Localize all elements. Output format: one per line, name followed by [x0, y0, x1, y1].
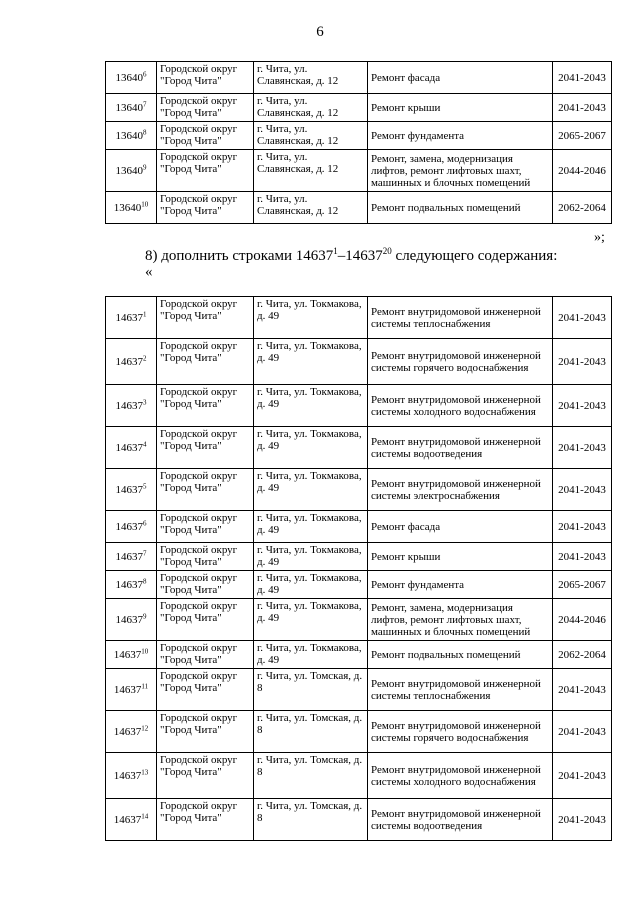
row-number: 13640 — [115, 164, 143, 177]
row-number: 14637 — [115, 355, 143, 368]
work-type-cell: Ремонт внутридомовой инженерной системы электроснабжения — [368, 469, 553, 511]
row-number: 14637 — [113, 683, 142, 696]
address-cell: г. Чита, ул. Томская, д. 8 — [254, 799, 368, 841]
table-row — [106, 571, 612, 599]
address-cell: г. Чита, ул. Славянская, д. 12 — [254, 122, 368, 150]
row-number-superscript: 6 — [143, 69, 147, 78]
page-number: 6 — [316, 24, 324, 40]
address-cell: г. Чита, ул. Токмакова, д. 49 — [254, 427, 368, 469]
repair-table-bottom — [105, 296, 612, 841]
row-number-cell — [106, 543, 157, 571]
row-number-cell — [106, 427, 157, 469]
address-cell: г. Чита, ул. Томская, д. 8 — [254, 669, 368, 711]
row-number-cell — [106, 62, 157, 94]
row-number-cell — [106, 511, 157, 543]
row-number-cell — [106, 339, 157, 385]
work-type-cell: Ремонт внутридомовой инженерной системы водоотведения — [368, 799, 553, 841]
row-number-superscript: 4 — [143, 439, 147, 448]
table-row — [106, 711, 612, 753]
address-cell: г. Чита, ул. Токмакова, д. 49 — [254, 641, 368, 669]
row-number-cell — [106, 799, 157, 841]
row-number-superscript: 2 — [143, 353, 147, 362]
table-row — [106, 543, 612, 571]
row-number-cell — [106, 150, 157, 192]
table-row — [106, 385, 612, 427]
row-number-superscript: 3 — [143, 397, 147, 406]
district-cell: Городской округ "Город Чита" — [157, 339, 254, 385]
row-number-superscript: 12 — [141, 723, 149, 732]
table-row — [106, 297, 612, 339]
table-row — [106, 511, 612, 543]
district-cell: Городской округ "Город Чита" — [157, 150, 254, 192]
row-number-superscript: 5 — [143, 481, 147, 490]
row-number-superscript: 8 — [143, 576, 147, 585]
district-cell: Городской округ "Город Чита" — [157, 669, 254, 711]
district-cell: Городской округ "Город Чита" — [157, 94, 254, 122]
years-cell: 2041-2043 — [553, 427, 612, 469]
row-number-cell — [106, 469, 157, 511]
district-cell: Городской округ "Город Чита" — [157, 641, 254, 669]
work-type-cell: Ремонт внутридомовой инженерной системы теплоснабжения — [368, 297, 553, 339]
row-number-cell — [106, 122, 157, 150]
row-number-superscript: 11 — [141, 681, 149, 690]
amendment-sup-end: 20 — [382, 246, 392, 256]
years-cell: 2041-2043 — [553, 669, 612, 711]
row-number-superscript: 9 — [143, 611, 147, 620]
district-cell: Городской округ "Город Чита" — [157, 385, 254, 427]
years-cell: 2065-2067 — [553, 571, 612, 599]
work-type-cell: Ремонт подвальных помещений — [368, 192, 553, 224]
address-cell: г. Чита, ул. Токмакова, д. 49 — [254, 511, 368, 543]
work-type-cell: Ремонт внутридомовой инженерной системы холодного водоснабжения — [368, 385, 553, 427]
table-row — [106, 94, 612, 122]
address-cell: г. Чита, ул. Токмакова, д. 49 — [254, 543, 368, 571]
years-cell: 2041-2043 — [553, 543, 612, 571]
work-type-cell: Ремонт фасада — [368, 511, 553, 543]
years-cell: 2041-2043 — [553, 339, 612, 385]
amendment-middle: –14637 — [337, 248, 383, 264]
address-cell: г. Чита, ул. Славянская, д. 12 — [254, 150, 368, 192]
work-type-cell: Ремонт внутридомовой инженерной системы горячего водоснабжения — [368, 339, 553, 385]
work-type-cell: Ремонт крыши — [368, 543, 553, 571]
district-cell: Городской округ "Город Чита" — [157, 711, 254, 753]
work-type-cell: Ремонт подвальных помещений — [368, 641, 553, 669]
district-cell: Городской округ "Город Чита" — [157, 297, 254, 339]
row-number: 14637 — [113, 769, 142, 782]
amendment-prefix: 8) дополнить строками 14637 — [145, 248, 334, 264]
row-number-superscript: 7 — [143, 99, 147, 108]
district-cell: Городской округ "Город Чита" — [157, 799, 254, 841]
years-cell: 2044-2046 — [553, 150, 612, 192]
years-cell: 2041-2043 — [553, 297, 612, 339]
table-row — [106, 150, 612, 192]
row-number-cell — [106, 753, 157, 799]
years-cell: 2041-2043 — [553, 62, 612, 94]
amendment-sup-start: 1 — [333, 246, 338, 256]
address-cell: г. Чита, ул. Токмакова, д. 49 — [254, 469, 368, 511]
table-row — [106, 799, 612, 841]
years-cell: 2041-2043 — [553, 511, 612, 543]
repair-table-top — [105, 61, 612, 224]
row-number-cell — [106, 192, 157, 224]
work-type-cell: Ремонт, замена, модернизация лифтов, ремонт лифтовых шахт, машинных и блочных помещений — [368, 599, 553, 641]
address-cell: г. Чита, ул. Томская, д. 8 — [254, 753, 368, 799]
district-cell: Городской округ "Город Чита" — [157, 427, 254, 469]
district-cell: Городской округ "Город Чита" — [157, 543, 254, 571]
table-row — [106, 669, 612, 711]
years-cell: 2044-2046 — [553, 599, 612, 641]
district-cell: Городской округ "Город Чита" — [157, 469, 254, 511]
closing-quote-mark: »; — [594, 230, 605, 245]
years-cell: 2062-2064 — [553, 641, 612, 669]
address-cell: г. Чита, ул. Токмакова, д. 49 — [254, 385, 368, 427]
amendment-suffix: следующего содержания: — [391, 248, 558, 264]
work-type-cell: Ремонт фундамента — [368, 122, 553, 150]
row-number: 13640 — [113, 201, 142, 214]
work-type-cell: Ремонт внутридомовой инженерной системы холодного водоснабжения — [368, 753, 553, 799]
row-number-cell — [106, 641, 157, 669]
work-type-cell: Ремонт фундамента — [368, 571, 553, 599]
work-type-cell: Ремонт внутридомовой инженерной системы горячего водоснабжения — [368, 711, 553, 753]
row-number-cell — [106, 669, 157, 711]
row-number: 14637 — [115, 311, 143, 324]
work-type-cell: Ремонт фасада — [368, 62, 553, 94]
years-cell: 2041-2043 — [553, 711, 612, 753]
row-number: 14637 — [115, 520, 143, 533]
row-number: 14637 — [113, 648, 142, 661]
amendment-text — [145, 246, 557, 265]
row-number-superscript: 9 — [143, 162, 147, 171]
row-number-superscript: 14 — [141, 811, 149, 820]
row-number-superscript: 7 — [143, 548, 147, 557]
work-type-cell: Ремонт крыши — [368, 94, 553, 122]
district-cell: Городской округ "Город Чита" — [157, 571, 254, 599]
address-cell: г. Чита, ул. Токмакова, д. 49 — [254, 599, 368, 641]
table-row — [106, 339, 612, 385]
row-number: 13640 — [115, 101, 143, 114]
row-number: 13640 — [115, 71, 143, 84]
years-cell: 2041-2043 — [553, 469, 612, 511]
years-cell: 2062-2064 — [553, 192, 612, 224]
row-number: 13640 — [115, 129, 143, 142]
row-number-superscript: 10 — [141, 646, 149, 655]
table-row — [106, 753, 612, 799]
district-cell: Городской округ "Город Чита" — [157, 599, 254, 641]
row-number: 14637 — [115, 550, 143, 563]
district-cell: Городской округ "Город Чита" — [157, 122, 254, 150]
work-type-cell: Ремонт внутридомовой инженерной системы теплоснабжения — [368, 669, 553, 711]
repair-table-top-body — [106, 62, 612, 224]
table-row — [106, 122, 612, 150]
row-number-cell — [106, 571, 157, 599]
row-number-superscript: 13 — [141, 767, 149, 776]
address-cell: г. Чита, ул. Славянская, д. 12 — [254, 62, 368, 94]
row-number: 14637 — [113, 725, 142, 738]
repair-table-bottom-body — [106, 297, 612, 841]
work-type-cell: Ремонт внутридомовой инженерной системы водоотведения — [368, 427, 553, 469]
row-number-cell — [106, 297, 157, 339]
district-cell: Городской округ "Город Чита" — [157, 192, 254, 224]
table-row — [106, 599, 612, 641]
opening-quote-mark: « — [145, 264, 153, 280]
row-number-superscript: 8 — [143, 127, 147, 136]
address-cell: г. Чита, ул. Токмакова, д. 49 — [254, 339, 368, 385]
address-cell: г. Чита, ул. Токмакова, д. 49 — [254, 297, 368, 339]
row-number: 14637 — [115, 613, 143, 626]
row-number: 14637 — [113, 813, 142, 826]
address-cell: г. Чита, ул. Славянская, д. 12 — [254, 94, 368, 122]
row-number: 14637 — [115, 441, 143, 454]
table-row — [106, 469, 612, 511]
district-cell: Городской округ "Город Чита" — [157, 62, 254, 94]
row-number: 14637 — [115, 483, 143, 496]
table-row — [106, 427, 612, 469]
row-number-superscript: 6 — [143, 518, 147, 527]
years-cell: 2041-2043 — [553, 385, 612, 427]
years-cell: 2041-2043 — [553, 94, 612, 122]
row-number-cell — [106, 711, 157, 753]
address-cell: г. Чита, ул. Славянская, д. 12 — [254, 192, 368, 224]
row-number: 14637 — [115, 578, 143, 591]
district-cell: Городской округ "Город Чита" — [157, 753, 254, 799]
row-number-superscript: 10 — [141, 199, 149, 208]
table-row — [106, 641, 612, 669]
district-cell: Городской округ "Город Чита" — [157, 511, 254, 543]
row-number: 14637 — [115, 399, 143, 412]
table-row — [106, 62, 612, 94]
years-cell: 2041-2043 — [553, 753, 612, 799]
years-cell: 2065-2067 — [553, 122, 612, 150]
address-cell: г. Чита, ул. Томская, д. 8 — [254, 711, 368, 753]
table-row — [106, 192, 612, 224]
row-number-cell — [106, 599, 157, 641]
row-number-superscript: 1 — [143, 309, 147, 318]
row-number-cell — [106, 385, 157, 427]
work-type-cell: Ремонт, замена, модернизация лифтов, ремонт лифтовых шахт, машинных и блочных помещений — [368, 150, 553, 192]
years-cell: 2041-2043 — [553, 799, 612, 841]
address-cell: г. Чита, ул. Токмакова, д. 49 — [254, 571, 368, 599]
row-number-cell — [106, 94, 157, 122]
